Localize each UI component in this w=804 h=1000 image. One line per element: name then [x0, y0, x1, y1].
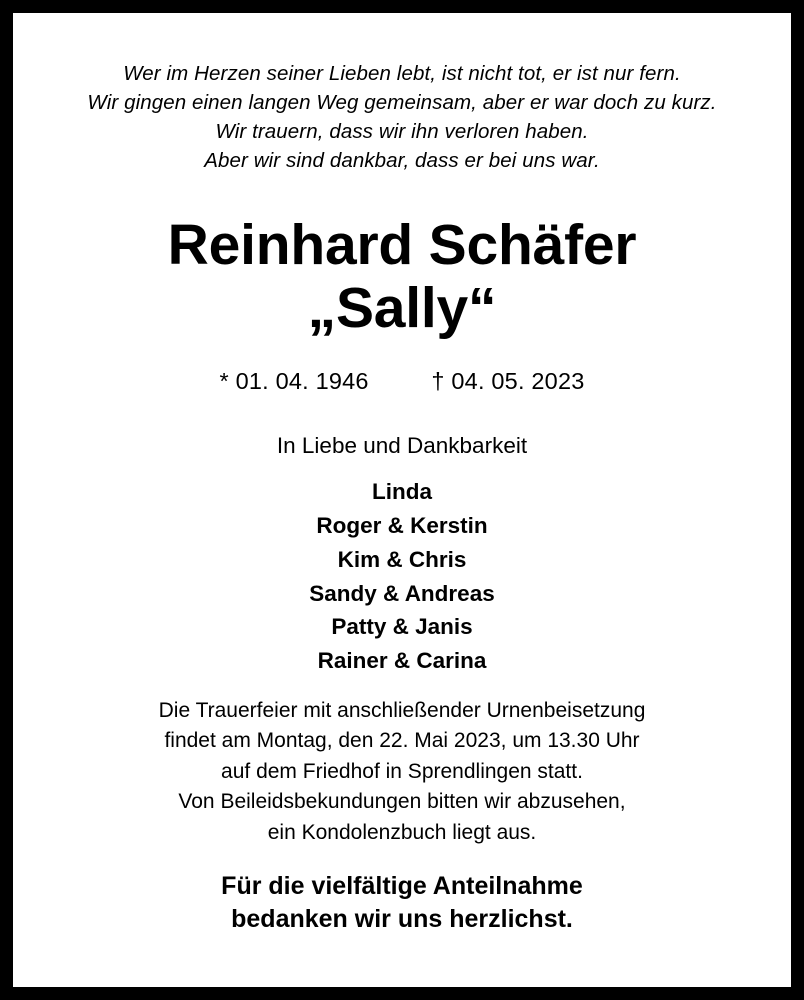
life-dates — [220, 368, 585, 395]
birth-date: * 01. 04. 1946 — [219, 368, 369, 395]
family-member: Linda — [371, 479, 432, 505]
deceased-name-block — [167, 213, 637, 341]
ceremony-line-1: Die Trauerfeier mit anschließender Urnenbeisetzung — [158, 698, 646, 722]
deceased-nickname: „Sally“ — [307, 276, 497, 341]
ceremony-line-2: findet am Montag, den 22. Mai 2023, um 13.30 Uhr — [164, 729, 640, 753]
family-member: Rainer & Carina — [317, 648, 487, 674]
memorial-verse — [87, 59, 716, 175]
verse-line-3: Wir trauern, dass wir ihn verloren haben. — [215, 120, 589, 144]
ceremony-details — [159, 696, 646, 848]
family-list — [309, 475, 494, 678]
verse-line-1: Wer im Herzen seiner Lieben lebt, ist nicht tot, er ist nur fern. — [123, 62, 681, 85]
family-member: Patty & Janis — [331, 614, 473, 640]
thanks-line-2: bedanken wir uns herzlichst. — [231, 905, 573, 934]
verse-line-4: Aber wir sind dankbar, dass er bei uns war. — [204, 149, 600, 173]
thanks-message — [221, 870, 583, 937]
ceremony-line-4: Von Beileidsbekundungen bitten wir abzusehen, — [178, 790, 626, 814]
verse-line-2: Wir gingen einen langen Weg gemeinsam, aber er war doch zu kurz. — [87, 91, 717, 115]
family-member: Sandy & Andreas — [309, 580, 495, 606]
deceased-name: Reinhard Schäfer — [167, 213, 637, 278]
thanks-line-1: Für die vielfältige Anteilnahme — [221, 871, 583, 900]
ceremony-line-5: ein Kondolenzbuch liegt aus. — [267, 820, 537, 844]
ceremony-line-3: auf dem Friedhof in Sprendlingen statt. — [221, 759, 583, 783]
dedication-text: In Liebe und Dankbarkeit — [276, 433, 528, 459]
family-member: Roger & Kerstin — [316, 513, 488, 539]
death-date: † 04. 05. 2023 — [431, 368, 585, 395]
family-member: Kim & Chris — [337, 546, 467, 572]
